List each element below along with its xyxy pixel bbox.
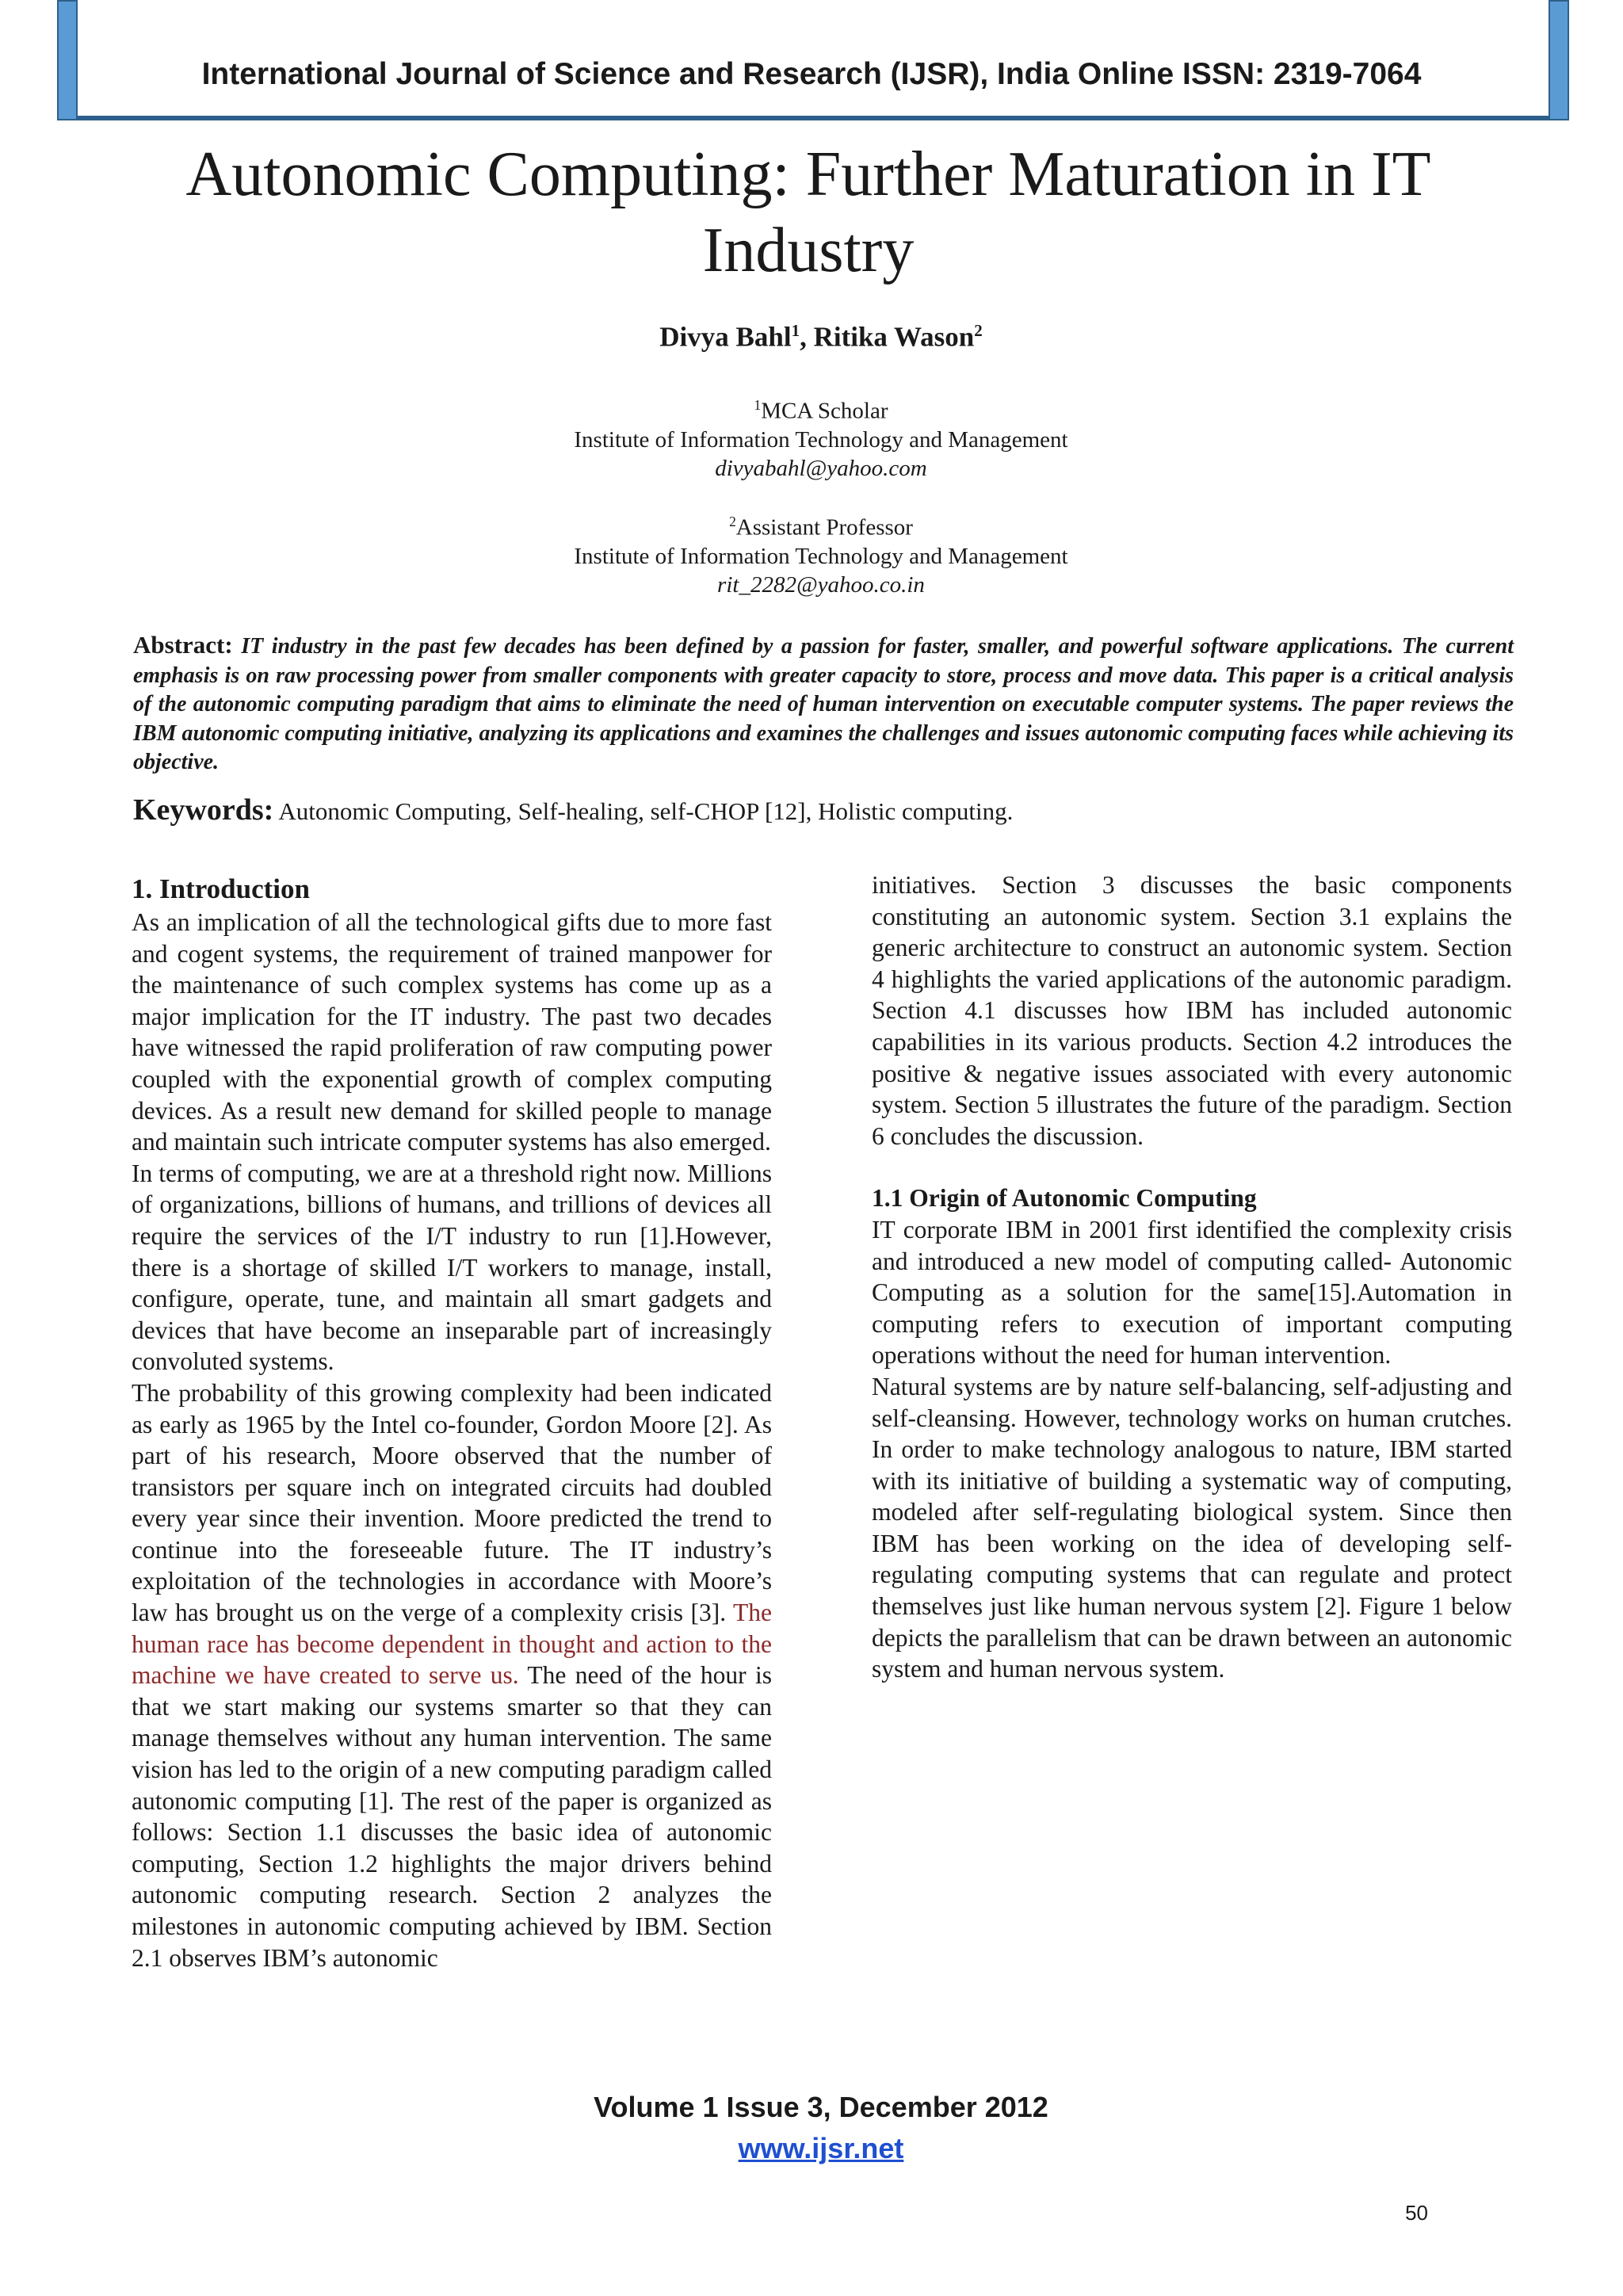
- intro-paragraph-1: As an implication of all the technological gifts due to more fast and cogent systems, the requirement of trained manpower for the maintenance of such complex systems has come up as a major implication for the IT industry. The past two decades have witnessed the rapid proliferation of raw computing power coupled with the exponential growth of complex computing devices. As a result new demand for skilled people to manage and maintain such intricate computer systems has also emerged.: [132, 908, 772, 1156]
- affiliation-role: Assistant Professor: [735, 514, 913, 541]
- section-heading-introduction: 1. Introduction: [132, 873, 310, 904]
- footer-volume: Volume 1 Issue 3, December 2012: [594, 2091, 1048, 2123]
- intro-paragraph-3-end: The need of the hour is that we start making our systems smarter so that they can manage themselves without any human intervention. The same vision has led to the origin of a new computing paradigm called autonomic computing [1]. The rest of the paper is organized as follows: Section 1.1 discusses the basic idea of autonomic computing, Section 1.2 highlights the major drivers behind autonomic computing research. Section 2 analyzes the milestones in autonomic computing achieved by IBM. Section 2.1 observes IBM’s autonomic: [132, 1661, 772, 1972]
- abstract-label: Abstract:: [133, 631, 233, 659]
- affiliation-1: [0, 391, 1623, 483]
- keywords-label: Keywords:: [133, 793, 274, 827]
- affiliation-institute: Institute of Information Technology and Management: [574, 426, 1068, 453]
- intro-paragraph-2: In terms of computing, we are at a threshold right now. Millions of organizations, billions of humans, and trillions of devices all require the services of the I/T industry to run [1].However, there is a shortage of skilled I/T workers to manage, install, configure, operate, tune, and maintain all smart gadgets and devices that have become an inseparable part of increasingly convoluted systems.: [132, 1159, 772, 1376]
- left-column: [132, 872, 772, 1973]
- abstract: [133, 631, 1514, 777]
- page-number: 50: [1405, 2201, 1428, 2225]
- affiliation-email[interactable]: rit_2282@yahoo.co.in: [717, 571, 925, 598]
- footer-url-link[interactable]: www.ijsr.net: [738, 2132, 904, 2164]
- header-rule: [78, 116, 1549, 120]
- author-sup: 2: [974, 321, 983, 340]
- affiliation-email[interactable]: divyabahl@yahoo.com: [715, 455, 927, 481]
- affiliation-2: [0, 507, 1623, 599]
- affiliation-sup: 2: [729, 514, 736, 529]
- intro-paragraph-3-start: The probability of this growing complexity had been indicated as early as 1965 by the Intel co-founder, Gordon Moore [2]. As part of his research, Moore observed that the number of transistors per square inch on integrated circuits had doubled every year since their invention. Moore predicted the trend to continue into the foreseeable future. The IT industry’s exploitation of the technologies in accordance with Moore’s law has brought us on the verge of a complexity crisis [3].: [132, 1378, 772, 1627]
- origin-paragraph-1: IT corporate IBM in 2001 first identified the complexity crisis and introduced a new model of computing called- Autonomic Computing as a solution for the same[15].Automation in computing refers to execution of important computing operations without the need for human intervention.: [872, 1215, 1512, 1370]
- spacer: [872, 1152, 1512, 1182]
- keywords-text: Autonomic Computing, Self-healing, self-CHOP [12], Holistic computing.: [278, 797, 1014, 825]
- origin-paragraph-2: Natural systems are by nature self-balancing, self-adjusting and self-cleansing. However, technology works on human crutches. In order to make technology analogous to nature, IBM started with its initiative of building a systematic way of computing, modeled after self-regulating biological system. Since then IBM has been working on the idea of developing self-regulating computing systems that can regulate and protect themselves just like human nervous system [2]. Figure 1 below depicts the parallelism that can be drawn between an autonomic system and human nervous system.: [872, 1372, 1512, 1683]
- author-name: Ritika Wason: [813, 321, 975, 353]
- keywords: [133, 793, 1514, 827]
- right-column: [872, 869, 1512, 1685]
- intro-paragraph-3-continued: initiatives. Section 3 discusses the basic components constituting an autonomic system. Section 3.1 explains the generic architecture to construct an autonomic system. Section 4 highlights the varied applications of the autonomic paradigm. Section 4.1 discusses how IBM has included autonomic capabilities in its various products. Section 4.2 introduces the positive & negative issues associated with every autonomic system. Section 5 illustrates the future of the paradigm. Section 6 concludes the discussion.: [872, 871, 1512, 1150]
- paper-title: Autonomic Computing: Further Maturation in IT Industry: [185, 139, 1431, 285]
- section-heading-origin: 1.1 Origin of Autonomic Computing: [872, 1184, 1257, 1213]
- author-name: Divya Bahl: [659, 321, 792, 353]
- journal-header: International Journal of Science and Research (IJSR), India Online ISSN: 2319-7064: [201, 57, 1422, 91]
- author-list: Divya Bahl$^1$, Ritika Wason$^2$: [659, 321, 983, 353]
- affiliation-role: MCA Scholar: [761, 398, 888, 424]
- affiliation-sup: 1: [754, 397, 762, 413]
- affiliation-institute: Institute of Information Technology and Management: [574, 543, 1068, 569]
- intro-paragraph-3: [132, 1377, 772, 1973]
- abstract-text: IT industry in the past few decades has been defined by a passion for faster, smaller, and powerful software applications. The current emphasis is on raw processing power from smaller components with greater capacity to store, process and move data. This paper is a critical analysis of the autonomic computing paradigm that aims to eliminate the need of human intervention on executable computer systems. The paper reviews the IBM autonomic computing initiative, analyzing its applications and examines the challenges and issues autonomic computing faces while achieving its objective.: [133, 634, 1514, 774]
- highlighted-sentence: The human race has become dependent in thought and action to the machine we have created to serve us.: [132, 1599, 772, 1690]
- author-sup: 1: [791, 321, 800, 340]
